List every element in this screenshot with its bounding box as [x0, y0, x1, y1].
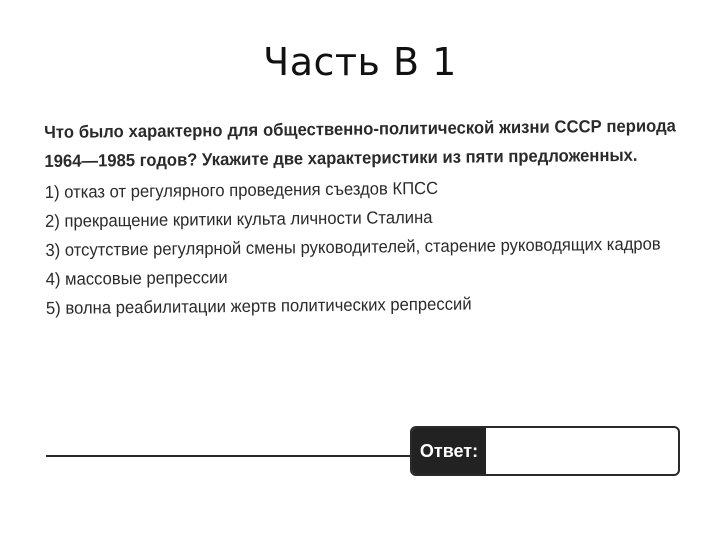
answer-label: Ответ: [412, 428, 486, 474]
option-item-3: 3) отсутствие регулярной смены руководителей, старение руководящих кадров [45, 233, 661, 260]
option-item-1: 1) отказ от регулярного проведения съездов КПСС [44, 177, 439, 202]
task-scan [44, 111, 686, 323]
option-item-2: 2) прекращение критики культа личности Сталина [44, 206, 433, 231]
options-list [45, 171, 678, 323]
slide-title: Часть В 1 [263, 40, 457, 84]
answer-box[interactable] [410, 426, 680, 476]
option-item-5: 5) волна реабилитации жертв политических репрессий [45, 293, 472, 318]
question-text: Что было характерно для общественно-политической жизни СССР периода 1964—1985 годов? Укажите две характеристики из пяти предложенных. [44, 115, 676, 171]
answer-underline [46, 455, 418, 457]
answer-row [46, 424, 678, 474]
option-item-4: 4) массовые репрессии [45, 267, 228, 289]
